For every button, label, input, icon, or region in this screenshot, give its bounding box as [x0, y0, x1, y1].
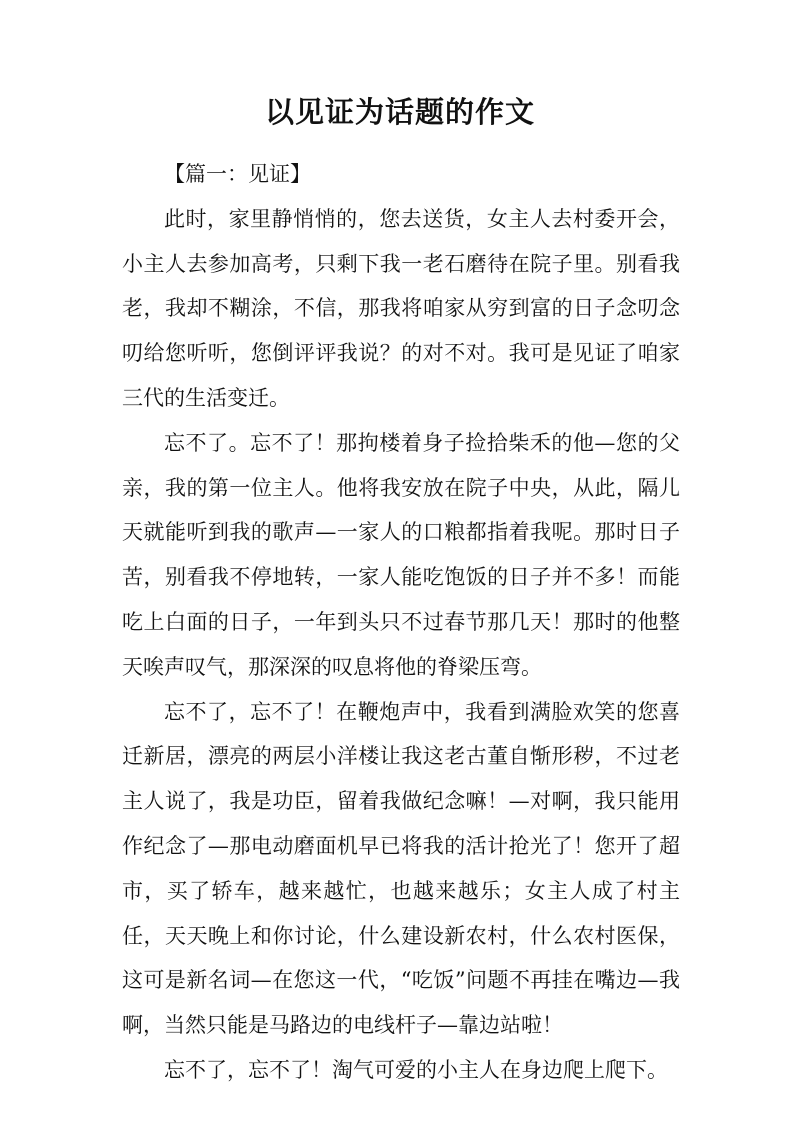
- essay-body: [122, 152, 680, 1093]
- paragraph-1: 此时，家里静悄悄的，您去送货，女主人去村委开会，小主人去参加高考，只剩下我一老石磨待在院子里。别看我老，我却不糊涂，不信，那我将咱家从穷到富的日子念叨念叨给您听听，您倒评评我说？的对不对。我可是见证了咱家三代的生活变迁。: [122, 206, 680, 410]
- section-heading: 【篇一：见证】: [164, 162, 311, 186]
- page-title: 以见证为话题的作文: [264, 95, 535, 129]
- paragraph-2: 忘不了。忘不了！那拘楼着身子捡拾柴禾的他—您的父亲，我的第一位主人。他将我安放在院子中央，从此，隔儿天就能听到我的歌声—一家人的口粮都指着我呢。那时日子苦，别看我不停地转，一家人能吃饱饭的日子并不多！而能吃上白面的日子，一年到头只不过春节那几天！那时的他整天唉声叹气，那深深的叹息将他的脊梁压弯。: [122, 430, 680, 679]
- paragraph-4: 忘不了，忘不了！淘气可爱的小主人在身边爬上爬下。: [164, 1057, 668, 1082]
- paragraph-3: 忘不了，忘不了！在鞭炮声中，我看到满脸欢笑的您喜迁新居，漂亮的两层小洋楼让我这老古董自惭形秽，不过老主人说了，我是功臣，留着我做纪念嘛！—对啊，我只能用作纪念了—那电动磨面机早已将我的活计抢光了！您开了超市，买了轿车，越来越忙，也越来越乐；女主人成了村主任，天天晚上和你讨论，什么建设新农村，什么农村医保，这可是新名词—在您这一代，“吃饭”问题不再挂在嘴边—我啊，当然只能是马路边的电线杆子—靠边站啦！: [122, 699, 680, 1038]
